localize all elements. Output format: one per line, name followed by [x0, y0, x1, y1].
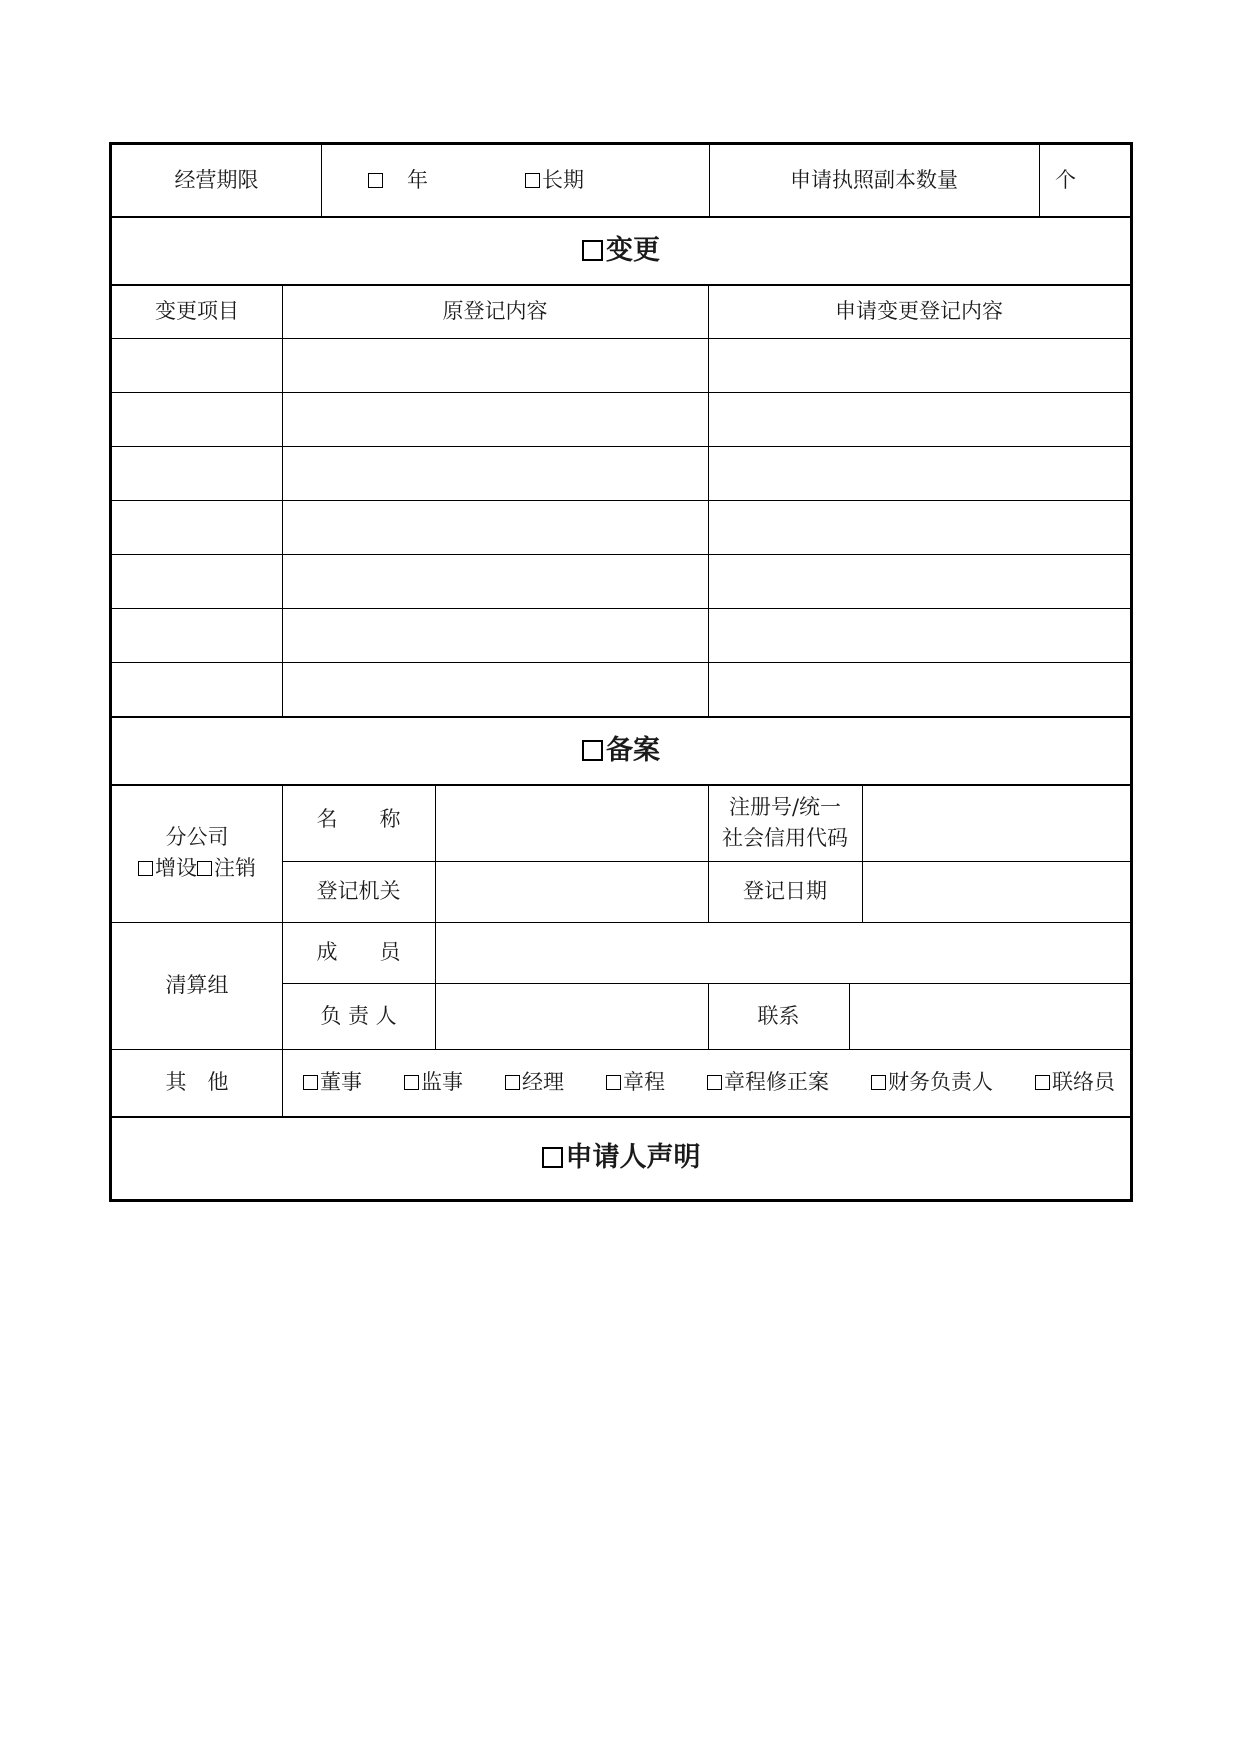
liquidation-head-label [282, 983, 435, 1049]
liquidation-members-label-text: 成 员 [316, 940, 401, 964]
change-item-field[interactable] [112, 662, 282, 716]
change-header-item [112, 284, 282, 338]
branch-name-label-text: 名 称 [316, 807, 401, 831]
change-header-original-text: 原登记内容 [442, 298, 548, 323]
other-options [303, 1049, 1115, 1116]
change-original-field[interactable] [282, 662, 708, 716]
checkbox-icon [606, 1075, 621, 1090]
other-option-articles[interactable] [606, 1067, 665, 1098]
change-original-field[interactable] [282, 608, 708, 662]
checkbox-icon [1035, 1075, 1050, 1090]
branch-cancel-label: 注销 [214, 855, 256, 880]
long-term-checkbox[interactable] [525, 173, 540, 188]
change-requested-field[interactable] [708, 338, 1130, 392]
operating-term-long [525, 145, 675, 216]
change-requested-field[interactable] [708, 392, 1130, 446]
years-unit: 年 [407, 168, 428, 192]
change-checkbox[interactable] [582, 240, 603, 261]
change-requested-field[interactable] [708, 662, 1130, 716]
license-copies-label [709, 145, 1039, 216]
branch-reg-no-label [708, 784, 862, 861]
branch-reg-no-field[interactable] [862, 784, 1130, 861]
license-copies-field[interactable] [1055, 145, 1125, 216]
other-option-label: 经理 [522, 1070, 564, 1094]
operating-term-label-text: 经营期限 [174, 168, 259, 192]
change-section-title [112, 216, 1130, 284]
filing-checkbox[interactable] [582, 740, 603, 761]
branch-label-text: 分公司 [165, 824, 229, 849]
branch-cancel-checkbox[interactable] [197, 861, 212, 876]
other-label [112, 1049, 282, 1116]
change-requested-field[interactable] [708, 446, 1130, 500]
operating-term-label [112, 145, 321, 216]
filing-section-title [112, 716, 1130, 784]
change-header-item-text: 变更项目 [155, 298, 239, 323]
liquidation-contact-label-text: 联系 [757, 1003, 800, 1028]
other-option-articles-amendment[interactable] [707, 1067, 829, 1098]
change-section-title-text: 变更 [606, 234, 660, 266]
other-option-supervisors[interactable] [404, 1067, 463, 1098]
long-term-label: 长期 [542, 168, 584, 192]
other-option-label: 董事 [320, 1070, 362, 1094]
liquidation-contact-field[interactable] [849, 983, 1130, 1049]
liquidation-head-label-text: 负 责 人 [320, 1003, 397, 1028]
liquidation-label-text: 清算组 [165, 973, 229, 997]
other-option-label: 章程修正案 [724, 1070, 829, 1094]
change-item-field[interactable] [112, 608, 282, 662]
branch-reg-date-label [708, 861, 862, 922]
change-original-field[interactable] [282, 554, 708, 608]
branch-label [112, 784, 282, 922]
checkbox-icon [303, 1075, 318, 1090]
branch-add-checkbox[interactable] [138, 861, 153, 876]
change-item-field[interactable] [112, 554, 282, 608]
change-header-requested-text: 申请变更登记内容 [835, 298, 1003, 323]
other-label-text: 其 他 [165, 1070, 229, 1094]
operating-term-years [368, 145, 488, 216]
other-option-label: 章程 [623, 1070, 665, 1094]
other-option-label: 联络员 [1052, 1070, 1115, 1094]
change-requested-field[interactable] [708, 608, 1130, 662]
change-header-original [282, 284, 708, 338]
liquidation-label [112, 922, 282, 1049]
branch-authority-label-text: 登记机关 [316, 879, 401, 903]
change-original-field[interactable] [282, 500, 708, 554]
license-copies-label-text: 申请执照副本数量 [790, 168, 958, 192]
filing-section-title-text: 备案 [606, 734, 660, 766]
checkbox-icon [505, 1075, 520, 1090]
change-header-requested [708, 284, 1130, 338]
declaration-section-title-text: 申请人声明 [565, 1142, 701, 1173]
checkbox-icon [707, 1075, 722, 1090]
branch-reg-no-line2: 社会信用代码 [722, 825, 848, 850]
change-item-field[interactable] [112, 392, 282, 446]
other-option-liaison[interactable] [1035, 1067, 1115, 1098]
liquidation-contact-label [708, 983, 849, 1049]
branch-add-label: 增设 [155, 855, 197, 880]
checkbox-icon [404, 1075, 419, 1090]
registration-form [109, 142, 1133, 1202]
other-option-directors[interactable] [303, 1067, 362, 1098]
declaration-section-title [112, 1116, 1130, 1199]
rule [321, 145, 322, 216]
other-option-label: 财务负责人 [888, 1070, 993, 1094]
checkbox-icon [871, 1075, 886, 1090]
change-item-field[interactable] [112, 446, 282, 500]
branch-reg-no-line1: 注册号/统一 [728, 794, 842, 819]
change-original-field[interactable] [282, 392, 708, 446]
declaration-checkbox[interactable] [542, 1147, 563, 1168]
branch-name-label [282, 784, 435, 861]
change-item-field[interactable] [112, 500, 282, 554]
liquidation-head-field[interactable] [435, 983, 708, 1049]
branch-name-field[interactable] [435, 784, 708, 861]
other-option-finance-head[interactable] [871, 1067, 993, 1098]
other-option-label: 监事 [421, 1070, 463, 1094]
other-option-manager[interactable] [505, 1067, 564, 1098]
branch-authority-field[interactable] [435, 861, 708, 922]
branch-authority-label [282, 861, 435, 922]
copies-unit: 个 [1055, 168, 1076, 192]
rule [1039, 145, 1040, 216]
change-original-field[interactable] [282, 446, 708, 500]
change-requested-field[interactable] [708, 500, 1130, 554]
branch-reg-date-label-text: 登记日期 [743, 879, 827, 903]
change-requested-field[interactable] [708, 554, 1130, 608]
branch-reg-date-field[interactable] [862, 861, 1130, 922]
years-checkbox[interactable] [368, 173, 383, 188]
change-item-field[interactable] [112, 338, 282, 392]
change-original-field[interactable] [282, 338, 708, 392]
liquidation-members-field[interactable] [435, 922, 1130, 983]
liquidation-members-label [282, 922, 435, 983]
